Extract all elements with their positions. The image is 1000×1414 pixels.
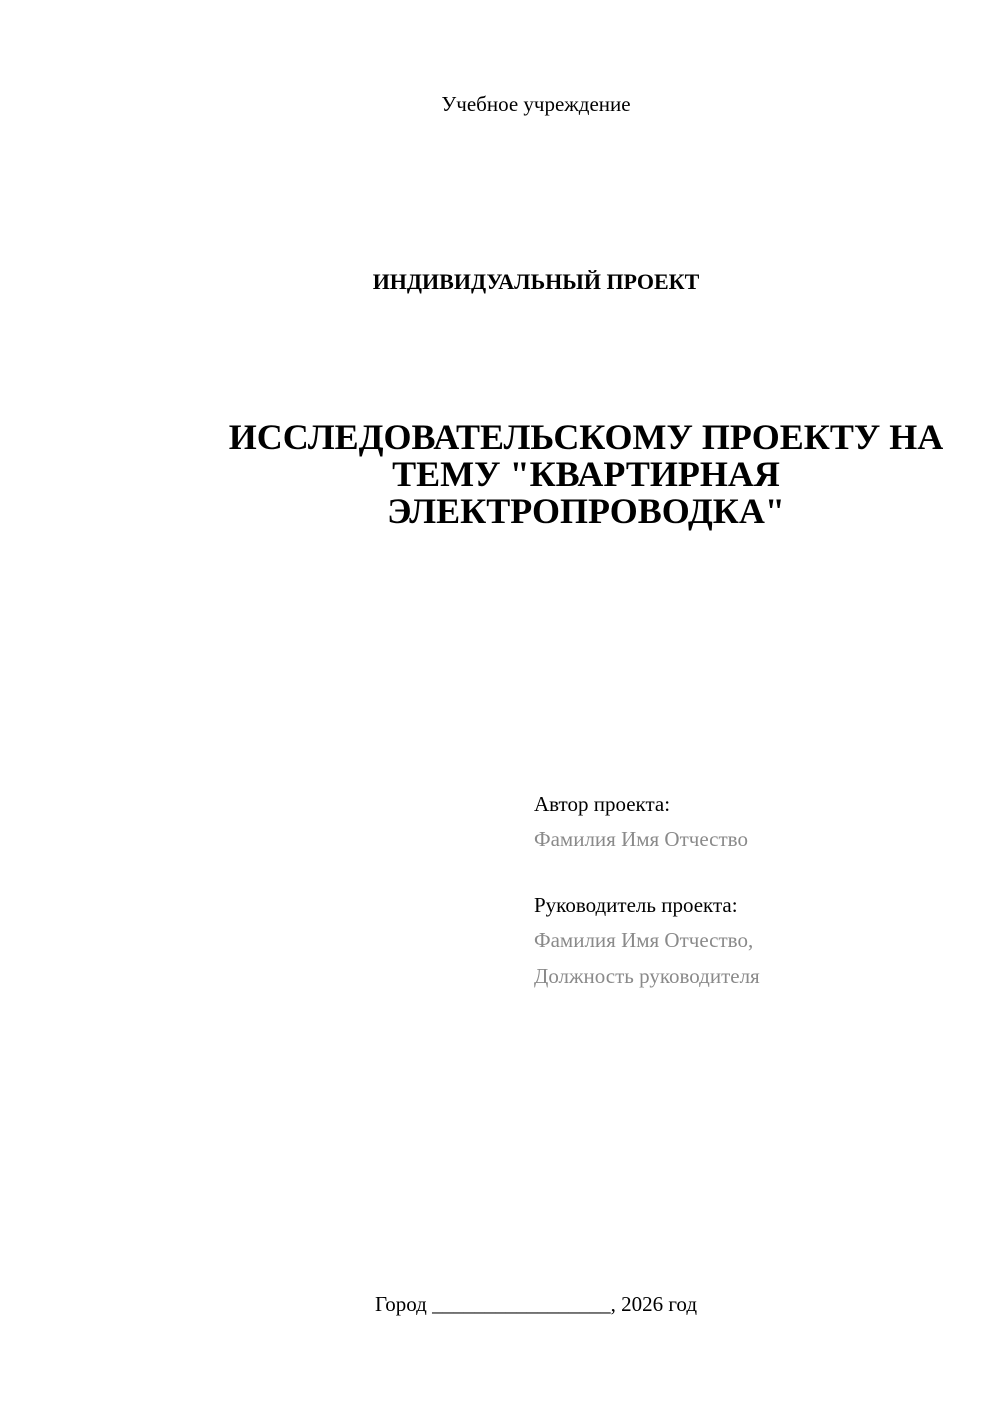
supervisor-position: Должность руководителя [534,964,760,988]
document-type: ИНДИВИДУАЛЬНЫЙ ПРОЕКТ [372,269,700,294]
project-title-line: ТЕМУ "КВАРТИРНАЯ [392,454,780,494]
city-year-footer: Город _________________, 2026 год [374,1292,698,1316]
institution-name: Учебное учреждение [441,92,631,116]
supervisor-label: Руководитель проекта: [534,893,738,917]
author-label: Автор проекта: [534,792,671,816]
project-title-line: ИССЛЕДОВАТЕЛЬСКОМУ ПРОЕКТУ НА [228,417,944,457]
author-name: Фамилия Имя Отчество [534,827,748,851]
project-meta [534,788,974,994]
supervisor-name: Фамилия Имя Отчество, [534,928,754,952]
meta-spacer [534,857,974,889]
project-title [140,419,1000,530]
project-title-line: ЭЛЕКТРОПРОВОДКА" [387,491,785,531]
